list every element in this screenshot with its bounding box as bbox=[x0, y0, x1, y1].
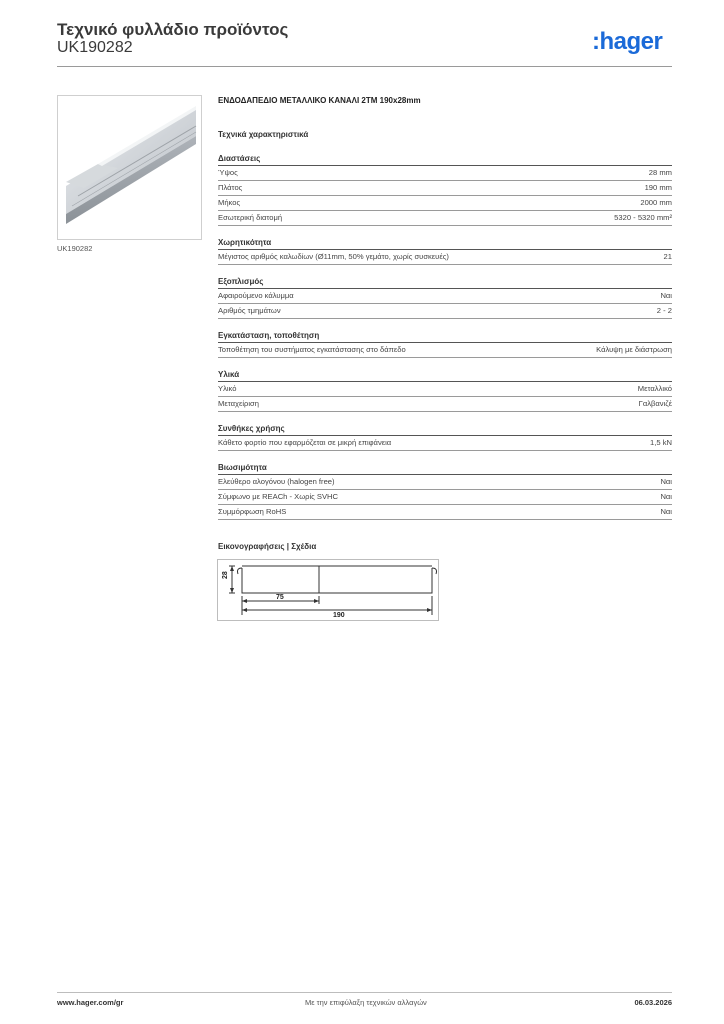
spec-label: Αφαιρούμενο κάλυμμα bbox=[218, 291, 294, 300]
footer-date: 06.03.2026 bbox=[634, 998, 672, 1007]
spec-row bbox=[218, 436, 672, 451]
group-title: Εξοπλισμός bbox=[218, 277, 672, 289]
trunking-illustration bbox=[58, 96, 201, 239]
technical-drawing bbox=[217, 559, 439, 621]
spec-row bbox=[218, 211, 672, 226]
spec-label: Μέγιστος αριθμός καλωδίων (Ø11mm, 50% γεμάτο, χωρίς συσκευές) bbox=[218, 252, 449, 261]
spec-row bbox=[218, 289, 672, 304]
group-title: Βιωσιμότητα bbox=[218, 463, 672, 475]
spec-group bbox=[218, 331, 672, 358]
footer-divider bbox=[57, 992, 672, 993]
spec-label: Κάθετο φορτίο που εφαρμόζεται σε μικρή επιφάνεια bbox=[218, 438, 392, 447]
spec-label: Εσωτερική διατομή bbox=[218, 213, 283, 222]
spec-label: Μήκος bbox=[218, 198, 241, 207]
spec-group bbox=[218, 463, 672, 520]
spec-value: 190 mm bbox=[644, 183, 672, 192]
product-code: UK190282 bbox=[57, 39, 133, 56]
spec-value: Ναι bbox=[660, 507, 672, 516]
spec-label: Πλάτος bbox=[218, 183, 243, 192]
spec-value: Ναι bbox=[660, 291, 672, 300]
spec-row bbox=[218, 250, 672, 265]
spec-value: Μεταλλικό bbox=[637, 384, 672, 393]
spec-value: 2000 mm bbox=[640, 198, 672, 207]
spec-value: 1,5 kN bbox=[650, 438, 672, 447]
dim-width-label: 190 bbox=[333, 612, 345, 619]
dim-partition-label: 75 bbox=[276, 594, 284, 601]
spec-label: Ύψος bbox=[218, 168, 238, 177]
group-title: Υλικά bbox=[218, 370, 672, 382]
spec-row bbox=[218, 343, 672, 358]
group-title: Εγκατάσταση, τοποθέτηση bbox=[218, 331, 672, 343]
spec-group bbox=[218, 370, 672, 412]
header-divider bbox=[57, 66, 672, 67]
spec-row bbox=[218, 196, 672, 211]
section-title: Τεχνικά χαρακτηριστικά bbox=[218, 130, 309, 139]
group-title: Συνθήκες χρήσης bbox=[218, 424, 672, 436]
cross-section-drawing bbox=[218, 560, 438, 620]
document-title: Τεχνικό φυλλάδιο προϊόντος bbox=[57, 20, 289, 39]
spec-row bbox=[218, 505, 672, 520]
spec-row bbox=[218, 304, 672, 319]
spec-row bbox=[218, 397, 672, 412]
group-title: Χωρητικότητα bbox=[218, 238, 672, 250]
spec-group bbox=[218, 277, 672, 319]
group-title: Διαστάσεις bbox=[218, 154, 672, 166]
illustrations-title: Εικονογραφήσεις | Σχέδια bbox=[218, 542, 317, 551]
product-image bbox=[57, 95, 202, 240]
product-title: ΕΝΔΟΔΑΠΕΔΙΟ ΜΕΤΑΛΛΙΚΟ ΚΑΝΑΛΙ 2ΤΜ 190x28mm bbox=[218, 96, 421, 105]
spec-label: Υλικό bbox=[218, 384, 237, 393]
spec-group bbox=[218, 154, 672, 226]
spec-content bbox=[218, 96, 672, 520]
spec-value: Ναι bbox=[660, 492, 672, 501]
spec-row bbox=[218, 475, 672, 490]
spec-value: 28 mm bbox=[648, 168, 672, 177]
hager-logo: :hager bbox=[592, 28, 663, 55]
spec-group bbox=[218, 424, 672, 451]
spec-value: 2 - 2 bbox=[656, 306, 672, 315]
spec-label: Αριθμός τμημάτων bbox=[218, 306, 281, 315]
spec-row bbox=[218, 490, 672, 505]
spec-value: Γαλβανιζέ bbox=[638, 399, 672, 408]
spec-value: 5320 - 5320 mm² bbox=[614, 213, 672, 222]
spec-label: Μεταχείριση bbox=[218, 399, 259, 408]
footer-note: Με την επιφύλαξη τεχνικών αλλαγών bbox=[305, 998, 427, 1007]
footer-website: www.hager.com/gr bbox=[57, 998, 124, 1007]
spec-label: Ελεύθερο αλογόνου (halogen free) bbox=[218, 477, 335, 486]
dim-height-label: 28 bbox=[222, 571, 229, 579]
spec-row bbox=[218, 382, 672, 397]
spec-value: Κάλυψη με διάστρωση bbox=[596, 345, 672, 354]
spec-label: Συμμόρφωση RoHS bbox=[218, 507, 287, 516]
spec-label: Τοποθέτηση του συστήματος εγκατάστασης στο δάπεδο bbox=[218, 345, 406, 354]
spec-label: Σύμφωνο με REACh - Χωρίς SVHC bbox=[218, 492, 339, 501]
image-caption: UK190282 bbox=[57, 244, 93, 253]
spec-row bbox=[218, 181, 672, 196]
spec-row bbox=[218, 166, 672, 181]
spec-group bbox=[218, 238, 672, 265]
spec-value: 21 bbox=[663, 252, 672, 261]
spec-value: Ναι bbox=[660, 477, 672, 486]
